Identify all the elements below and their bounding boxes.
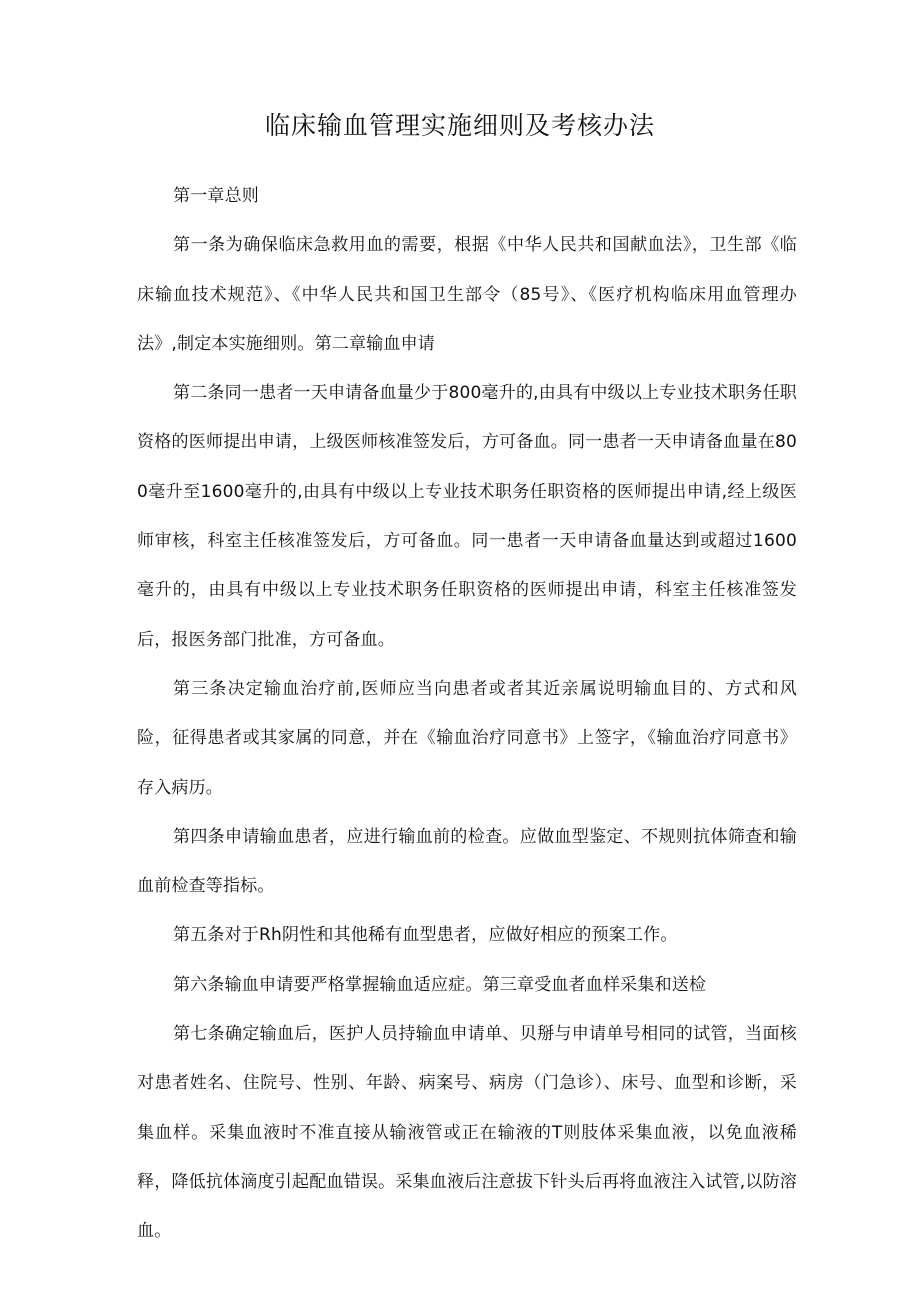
article-5-paragraph: 第五条对于Rh阴性和其他稀有血型患者，应做好相应的预案工作。 <box>173 925 678 946</box>
document-title: 临床输血管理实施细则及考核办法 <box>264 111 655 140</box>
article-6-paragraph: 第六条输血申请要严格掌握输血适应症。第三章受血者血样采集和送检 <box>173 974 707 995</box>
article-2-paragraph: 第二条同一患者一天申请备血量少于800毫升的,由具有中级以上专业技术职务任职资格的医师提出申请，上级医师核准签发后，方可备血。同一患者一天申请备血量在800毫升至1600毫升的,由具有中级以上专业技术职务任职资格的医师提出申请,经上级医师审核，科室主任核准签发后，方可备血。同一患者一天申请备血量达到或超过1600毫升的，由具有中级以上专业技术职务任职资格的医师提出申请，科室主任核准签发后，报医务部门批准，方可备血。 <box>137 383 797 650</box>
article-7-paragraph: 第七条确定输血后，医护人员持输血申请单、贝掰与申请单号相同的试管，当面核对患者姓名、住院号、性别、年龄、病案号、病房（门急诊）、床号、血型和诊断，采集血样。采集血液时不准直接从输液管或正在输液的T则肢体采集血液，以免血液稀释，降低抗体滴度引起配血错误。采集血液后注意拔下针头后再将血液注入试管,以防溶血。 <box>137 1024 797 1242</box>
article-1-paragraph: 第一条为确保临床急救用血的需要，根据《中华人民共和国献血法》，卫生部《临床输血技术规范》、《中华人民共和国卫生部令（85号》、《医疗机构临床用血管理办法》,制定本实施细则。第二章输血申请 <box>137 235 797 354</box>
chapter-heading-general: 第一章总则 <box>173 186 259 206</box>
document-body <box>137 172 797 1257</box>
article-3-paragraph: 第三条决定输血治疗前,医师应当向患者或者其近亲属说明输血目的、方式和风险，征得患者或其家属的同意，并在《输血治疗同意书》上签字，《输血治疗同意书》存入病历。 <box>137 678 797 798</box>
article-4-paragraph: 第四条申请输血患者，应进行输血前的检查。应做血型鉴定、不规则抗体筛查和输血前检查等指标。 <box>137 826 797 897</box>
